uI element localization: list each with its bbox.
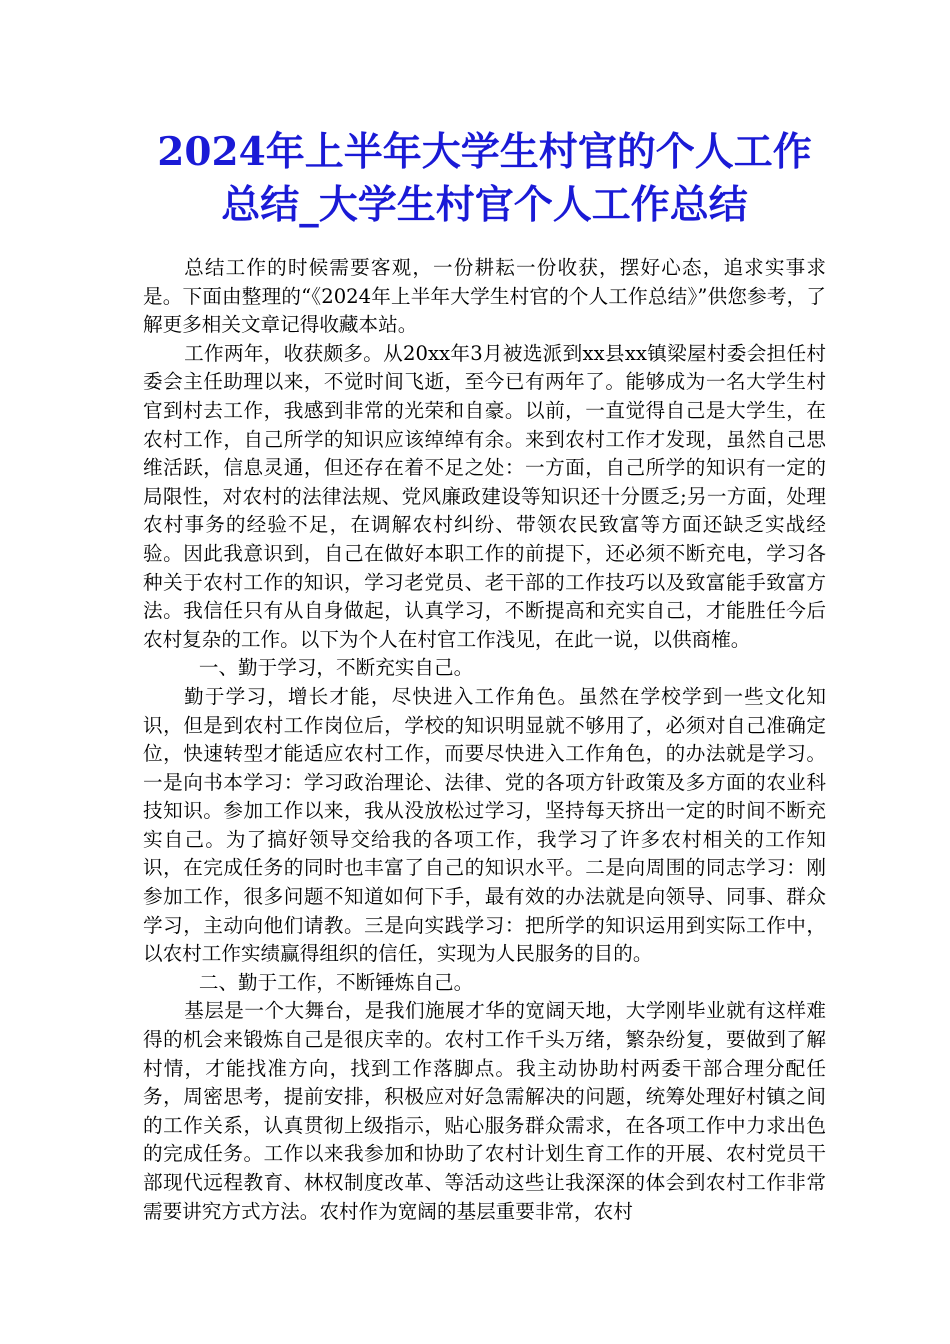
section-heading: 一、勤于学习，不断充实自己。 xyxy=(198,656,474,680)
document-title: 2024年上半年大学生村官的个人工作总结_大学生村官个人工作总结 xyxy=(157,129,812,228)
body-paragraph: 工作两年，收获颇多。从20xx年3月被选派到xx县xx镇梁屋村委会担任村委会主任助理以来，不觉时间飞逝，至今已有两年了。能够成为一名大学生村官到村去工作，我感到非常的光荣和自豪。以前，一直觉得自己是大学生，在农村工作，自己所学的知识应该绰绰有余。来到农村工作才发现，虽然自己思维活跃，信息灵通，但还存在着不足之处：一方面，自己所学的知识有一定的局限性，对农村的法律法规、党风廉政建设等知识还十分匮乏;另一方面，处理农村事务的经验不足，在调解农村纠纷、带领农民致富等方面还缺乏实战经验。因此我意识到，自己在做好本职工作的前提下，还必须不断充电，学习各种关于农村工作的知识，学习老党员、老干部的工作技巧以及致富能手致富方法。我信任只有从自身做起，认真学习，不断提高和充实自己，才能胜任今后农村复杂的工作。以下为个人在村官工作浅见，在此一说，以供商榷。 xyxy=(143,341,826,651)
intro-paragraph: 总结工作的时候需要客观，一份耕耘一份收获，摆好心态，追求实事求是。下面由整理的“《2024年上半年大学生村官的个人工作总结》”供您参考，了解更多相关文章记得收藏本站。 xyxy=(143,256,826,337)
section-heading: 二、勤于工作，不断锤炼自己。 xyxy=(198,970,474,994)
body-paragraph: 基层是一个大舞台，是我们施展才华的宽阔天地，大学刚毕业就有这样难得的机会来锻炼自己是很庆幸的。农村工作千头万绪，繁杂纷复，要做到了解村情，才能找准方向，找到工作落脚点。我主动协助村两委干部合理分配任务，周密思考，提前安排，积极应对好急需解决的问题，统筹处理好村镇之间的工作关系，认真贯彻上级指示，贴心服务群众需求，在各项工作中力求出色的完成任务。工作以来我参加和协助了农村计划生育工作的开展、农村党员干部现代远程教育、林权制度改革、等活动这些让我深深的体会到农村工作非常需要讲究方式方法。农村作为宽阔的基层重要非常，农村 xyxy=(143,999,826,1223)
body-paragraph: 勤于学习，增长才能，尽快进入工作角色。虽然在学校学到一些文化知识，但是到农村工作岗位后，学校的知识明显就不够用了，必须对自己准确定位，快速转型才能适应农村工作，而要尽快进入工作角色，的办法就是学习。一是向书本学习：学习政治理论、法律、党的各项方针政策及多方面的农业科技知识。参加工作以来，我从没放松过学习，坚持每天挤出一定的时间不断充实自己。为了搞好领导交给我的各项工作，我学习了许多农村相关的工作知识，在完成任务的同时也丰富了自己的知识水平。二是向周围的同志学习：刚参加工作，很多问题不知道如何下手，最有效的办法就是向领导、同事、群众学习，主动向他们请教。三是向实践学习：把所学的知识运用到实际工作中，以农村工作实绩赢得组织的信任，实现为人民服务的目的。 xyxy=(143,684,826,966)
document-body xyxy=(143,254,826,1226)
document-page xyxy=(143,126,826,1226)
